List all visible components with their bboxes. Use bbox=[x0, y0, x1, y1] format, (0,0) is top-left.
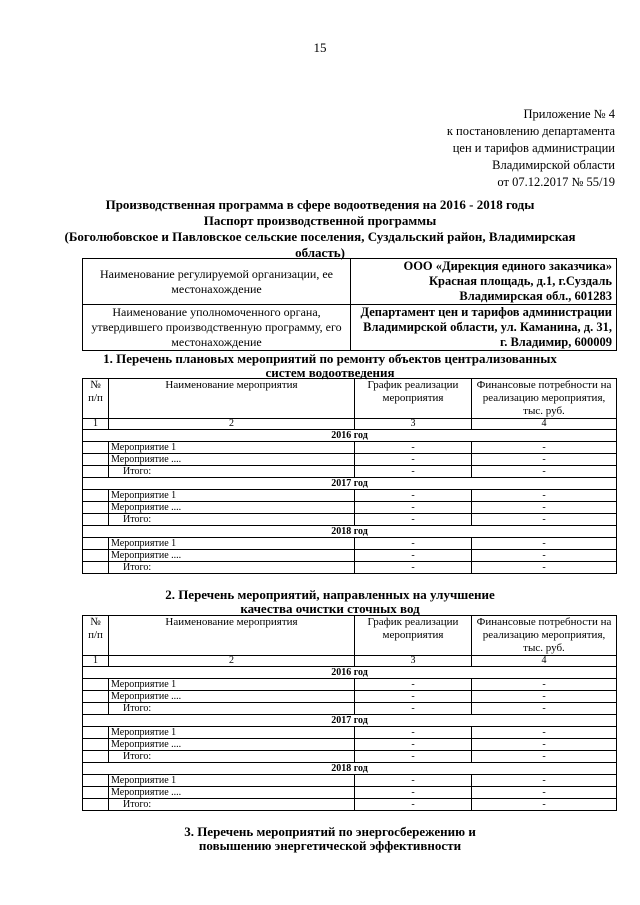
table-cell: - bbox=[355, 454, 472, 466]
table-cell bbox=[83, 550, 109, 562]
table-cell bbox=[83, 538, 109, 550]
table-cell: - bbox=[355, 727, 472, 739]
appendix-line: Владимирской области bbox=[492, 158, 615, 172]
appendix-block bbox=[415, 106, 615, 191]
table-cell: - bbox=[472, 679, 617, 691]
table-cell: Мероприятие 1 bbox=[109, 775, 355, 787]
table-cell: - bbox=[472, 787, 617, 799]
table-section-1 bbox=[82, 378, 617, 574]
header-num: № п/п bbox=[83, 616, 109, 656]
table-cell bbox=[83, 454, 109, 466]
appendix-line: цен и тарифов администрации bbox=[452, 141, 615, 155]
table-cell: Мероприятие .... bbox=[109, 691, 355, 703]
table-cell: - bbox=[355, 775, 472, 787]
table-cell: Мероприятие .... bbox=[109, 739, 355, 751]
table-cell bbox=[83, 775, 109, 787]
header-num: № п/п bbox=[83, 379, 109, 419]
year-row: 2016 год bbox=[83, 667, 617, 679]
table-cell bbox=[83, 514, 109, 526]
section-title-line: качества очистки сточных вод bbox=[240, 601, 420, 616]
value-line: ООО «Дирекция единого заказчика» bbox=[403, 259, 612, 273]
table-cell: - bbox=[472, 502, 617, 514]
section-2-title bbox=[60, 588, 600, 616]
table-cell bbox=[83, 466, 109, 478]
value-line: Владимирская обл., 601283 bbox=[459, 289, 612, 303]
table-cell: - bbox=[472, 739, 617, 751]
appendix-line: к постановлению департамента bbox=[446, 124, 615, 138]
table-cell: Мероприятие 1 bbox=[109, 538, 355, 550]
col-number: 1 bbox=[83, 656, 109, 667]
page-number: 15 bbox=[313, 40, 327, 55]
passport-label: Наименование регулируемой организации, ее местонахождение bbox=[83, 259, 351, 305]
table-cell: - bbox=[355, 442, 472, 454]
table-cell: - bbox=[472, 562, 617, 574]
table-cell bbox=[83, 442, 109, 454]
table-cell: - bbox=[355, 691, 472, 703]
section-title-line: 1. Перечень плановых мероприятий по ремонту объектов централизованных bbox=[103, 351, 557, 366]
table-cell: - bbox=[355, 466, 472, 478]
year-row: 2017 год bbox=[83, 478, 617, 490]
year-row: 2016 год bbox=[83, 430, 617, 442]
table-cell: - bbox=[472, 550, 617, 562]
table-cell: Итого: bbox=[109, 751, 355, 763]
table-cell: Мероприятие 1 bbox=[109, 442, 355, 454]
col-number: 1 bbox=[83, 419, 109, 430]
table-cell: - bbox=[355, 679, 472, 691]
col-number: 3 bbox=[355, 419, 472, 430]
table-cell: Итого: bbox=[109, 562, 355, 574]
table-cell: - bbox=[472, 466, 617, 478]
header-finance: Финансовые потребности на реализацию мероприятия, тыс. руб. bbox=[472, 616, 617, 656]
section-title-line: систем водоотведения bbox=[265, 365, 395, 380]
table-cell: Мероприятие 1 bbox=[109, 490, 355, 502]
table-cell bbox=[83, 703, 109, 715]
table-cell: Мероприятие 1 bbox=[109, 727, 355, 739]
value-line: Департамент цен и тарифов администрации bbox=[360, 305, 612, 319]
table-cell: - bbox=[472, 514, 617, 526]
title-line: область) bbox=[295, 245, 345, 260]
title-line: (Боголюбовское и Павловское сельские поселения, Суздальский район, Владимирская bbox=[64, 229, 576, 244]
passport-label: Наименование уполномоченного органа, утвердившего производственную программу, его местонахождение bbox=[83, 305, 351, 351]
table-cell bbox=[83, 787, 109, 799]
header-schedule: График реализации мероприятия bbox=[355, 379, 472, 419]
col-number: 3 bbox=[355, 656, 472, 667]
value-line: Красная площадь, д.1, г.Суздаль bbox=[428, 274, 612, 288]
appendix-line: Приложение № 4 bbox=[523, 107, 615, 121]
table-cell: Итого: bbox=[109, 703, 355, 715]
section-title-line: 2. Перечень мероприятий, направленных на улучшение bbox=[165, 587, 495, 602]
year-row: 2018 год bbox=[83, 763, 617, 775]
section-1-title bbox=[60, 352, 600, 380]
table-cell: - bbox=[355, 799, 472, 811]
table-cell: - bbox=[472, 454, 617, 466]
table-cell: - bbox=[472, 775, 617, 787]
table-cell: - bbox=[355, 538, 472, 550]
table-cell: - bbox=[472, 538, 617, 550]
table-cell: - bbox=[355, 514, 472, 526]
table-cell: - bbox=[355, 490, 472, 502]
table-cell bbox=[83, 490, 109, 502]
year-row: 2017 год bbox=[83, 715, 617, 727]
header-name: Наименование мероприятия bbox=[109, 616, 355, 656]
col-number: 2 bbox=[109, 419, 355, 430]
table-cell bbox=[83, 751, 109, 763]
table-cell: - bbox=[472, 691, 617, 703]
table-cell: Мероприятие .... bbox=[109, 454, 355, 466]
table-cell: - bbox=[472, 727, 617, 739]
year-row: 2018 год bbox=[83, 526, 617, 538]
title-line: Производственная программа в сфере водоотведения на 2016 - 2018 годы bbox=[105, 197, 535, 212]
table-cell: Итого: bbox=[109, 799, 355, 811]
header-name: Наименование мероприятия bbox=[109, 379, 355, 419]
table-cell: - bbox=[472, 703, 617, 715]
table-cell bbox=[83, 679, 109, 691]
table-cell: - bbox=[472, 490, 617, 502]
section-title-line: повышению энергетической эффективности bbox=[198, 838, 462, 853]
section-title-line: 3. Перечень мероприятий по энергосбережению и bbox=[184, 824, 476, 839]
table-cell: - bbox=[355, 751, 472, 763]
table-cell: - bbox=[355, 562, 472, 574]
appendix-line: от 07.12.2017 № 55/19 bbox=[497, 175, 615, 189]
table-cell: - bbox=[355, 550, 472, 562]
table-cell bbox=[83, 562, 109, 574]
section-3-title bbox=[60, 825, 600, 853]
table-cell: - bbox=[472, 751, 617, 763]
header-schedule: График реализации мероприятия bbox=[355, 616, 472, 656]
table-cell: - bbox=[355, 739, 472, 751]
table-cell: Мероприятие .... bbox=[109, 502, 355, 514]
table-cell: Итого: bbox=[109, 514, 355, 526]
table-cell: Итого: bbox=[109, 466, 355, 478]
col-number: 4 bbox=[472, 419, 617, 430]
title-line: Паспорт производственной программы bbox=[203, 213, 437, 228]
table-cell: Мероприятие .... bbox=[109, 787, 355, 799]
table-cell: - bbox=[472, 442, 617, 454]
table-cell bbox=[83, 739, 109, 751]
table-cell: - bbox=[472, 799, 617, 811]
col-number: 4 bbox=[472, 656, 617, 667]
col-number: 2 bbox=[109, 656, 355, 667]
header-finance: Финансовые потребности на реализацию мероприятия, тыс. руб. bbox=[472, 379, 617, 419]
passport-value bbox=[351, 259, 617, 305]
table-cell: - bbox=[355, 703, 472, 715]
table-cell: - bbox=[355, 502, 472, 514]
value-line: Владимирской области, ул. Каманина, д. 31, bbox=[363, 320, 612, 334]
value-line: г. Владимир, 600009 bbox=[499, 335, 612, 349]
table-cell: - bbox=[355, 787, 472, 799]
table-cell bbox=[83, 727, 109, 739]
table-cell: Мероприятие 1 bbox=[109, 679, 355, 691]
table-cell bbox=[83, 691, 109, 703]
document-title bbox=[60, 197, 580, 261]
passport-table bbox=[82, 258, 617, 351]
table-cell bbox=[83, 799, 109, 811]
table-cell: Мероприятие .... bbox=[109, 550, 355, 562]
passport-value bbox=[351, 305, 617, 351]
table-cell bbox=[83, 502, 109, 514]
table-section-2 bbox=[82, 615, 617, 811]
